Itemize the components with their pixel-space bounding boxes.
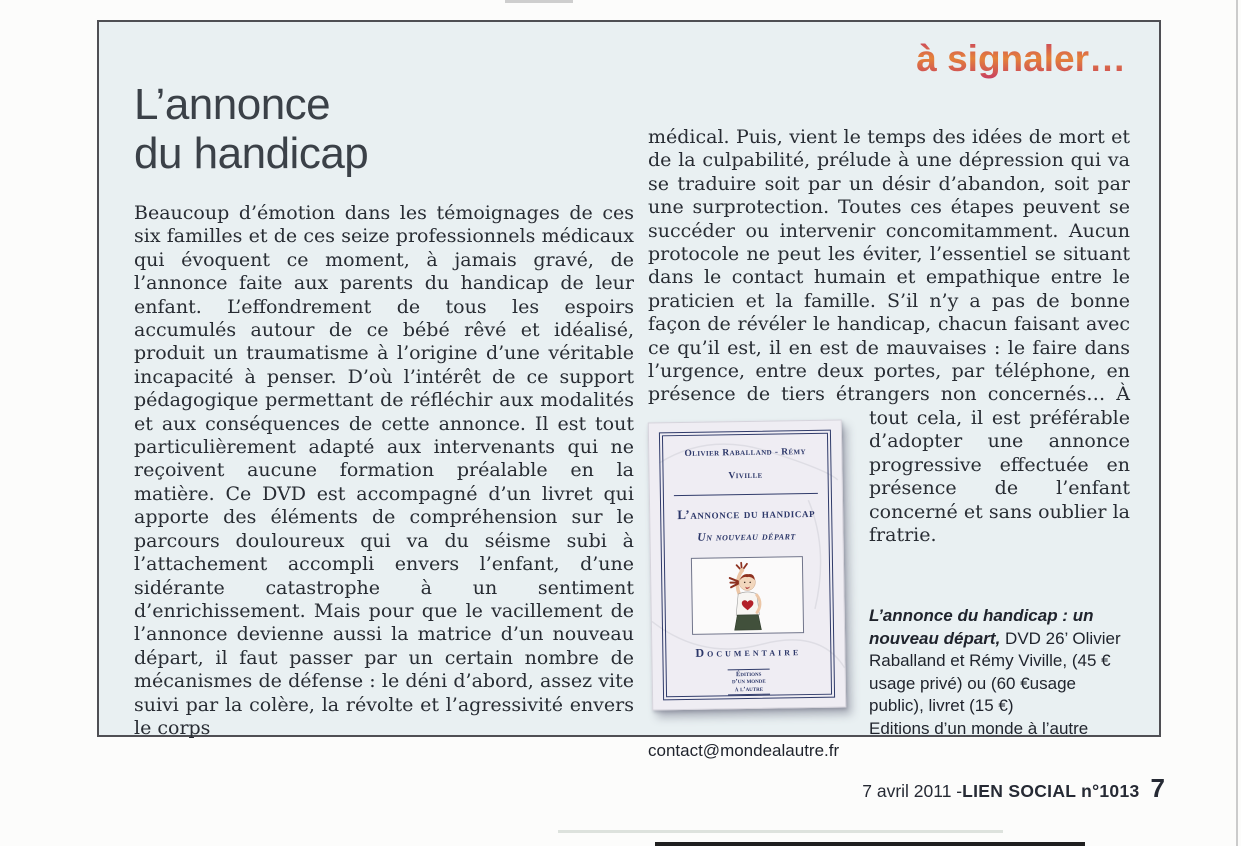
dvd-publisher-line1: Éditions <box>735 670 762 678</box>
girl-illustration <box>691 556 804 635</box>
scan-smudge <box>505 0 573 3</box>
article-title <box>134 80 368 178</box>
page-footer <box>862 773 1165 804</box>
left-column-text: Beaucoup d’émotion dans les témoignages de ces six familles et de ces seize professionnels médicaux qui évoquent ce moment, à jamais gravé, de l’annonce faite aux parents du handicap de leur enfant. L’effondrement de tous les espoirs accumulés autour de ce bébé rêvé et idéalisé, produit un traumatisme à l’origine d’une véritable incapacité à penser. D’où l’intérêt de ce support pédagogique permettant de réfléchir aux modalités et aux conséquences de cette annonce. Il est tout particulièrement adapté aux intervenants qui ne reçoivent aucune formation préalable en la matière. Ce DVD est accompagné d’un livret qui apporte des éléments de compréhension sur le parcours douloureux qui va du séisme subi à l’attachement accompli envers l’enfant, d’une sidérante catastrophe à un sentiment d’enrichissement. Mais pour que le vacillement de l’annonce devienne aussi la matrice d’un nouveau départ, il faut passer par un certain nombre de mécanismes de défense : le déni d’abord, assez vite suivi par la colère, la révolte et l’agressivité envers le corps <box>134 202 634 739</box>
dvd-publisher-logo <box>728 668 770 695</box>
article-panel <box>97 20 1161 761</box>
dvd-authors: Olivier Raballand - Rémy Viville <box>673 441 818 496</box>
dvd-genre: Documentaire <box>695 644 802 660</box>
dvd-cover-frame <box>659 430 835 701</box>
right-column-text-b: cela, il est préférable d’adopter une annonce progressive effectuée en présence de l’enfant concerné et sans oublier la fratrie. <box>869 406 1131 546</box>
section-label: à signaler… <box>916 38 1126 79</box>
scan-dark-bar <box>655 842 1085 846</box>
dvd-cover-card <box>648 419 846 710</box>
dvd-cover <box>648 421 853 719</box>
footer-magazine: LIEN SOCIAL n°1013 <box>962 781 1140 801</box>
scan-smear <box>558 830 1003 833</box>
article-title-line2: du handicap <box>134 129 369 178</box>
dvd-publisher-line3: à l’autre <box>734 685 764 693</box>
caption-contact: contact@mondealautre.fr <box>648 741 840 761</box>
dvd-cover-frame-inner <box>662 433 832 698</box>
dvd-subtitle: Un nouveau départ <box>697 530 796 544</box>
dvd-title: L’annonce du handicap <box>677 504 816 522</box>
right-column-text-a: médical. Puis, vient le temps des idées de mort et de la culpabilité, prélude à une dépression qui va se traduire soit par un désir d’abandon, soit par une surprotection. Toutes ces étapes peuvent se succéder ou intervenir concomitamment. Aucun protocole ne peut les éviter, l’essentiel se situant dans le contact humain et empathique entre le praticien et la famille. S’il n’y a pas de bonne façon de révéler le handicap, chacun faisant avec ce qu’il est, il en est de mauvaises : le faire dans l’urgence, entre deux portes, par téléphone, en présence de tiers étrangers non concernés… À tout <box>648 126 1130 429</box>
article-title-line1: L’annonce <box>134 80 331 129</box>
scan-edge-line <box>1236 0 1238 846</box>
footer-page-number: 7 <box>1150 773 1165 803</box>
caption-details: DVD 26’ Olivier Raballand et Rémy Viville, (45 € usage privé) ou (60 €usage public), livret (15 €) <box>869 628 1121 716</box>
caption-title: L’annonce du handicap : un nouveau départ, <box>869 606 1094 648</box>
right-column <box>648 126 1130 763</box>
caption-publisher: Editions d’un monde à l’autre <box>869 718 1089 738</box>
dvd-publisher-line2: d’un monde <box>731 677 766 686</box>
footer-date: 7 avril 2011 - <box>862 781 963 801</box>
